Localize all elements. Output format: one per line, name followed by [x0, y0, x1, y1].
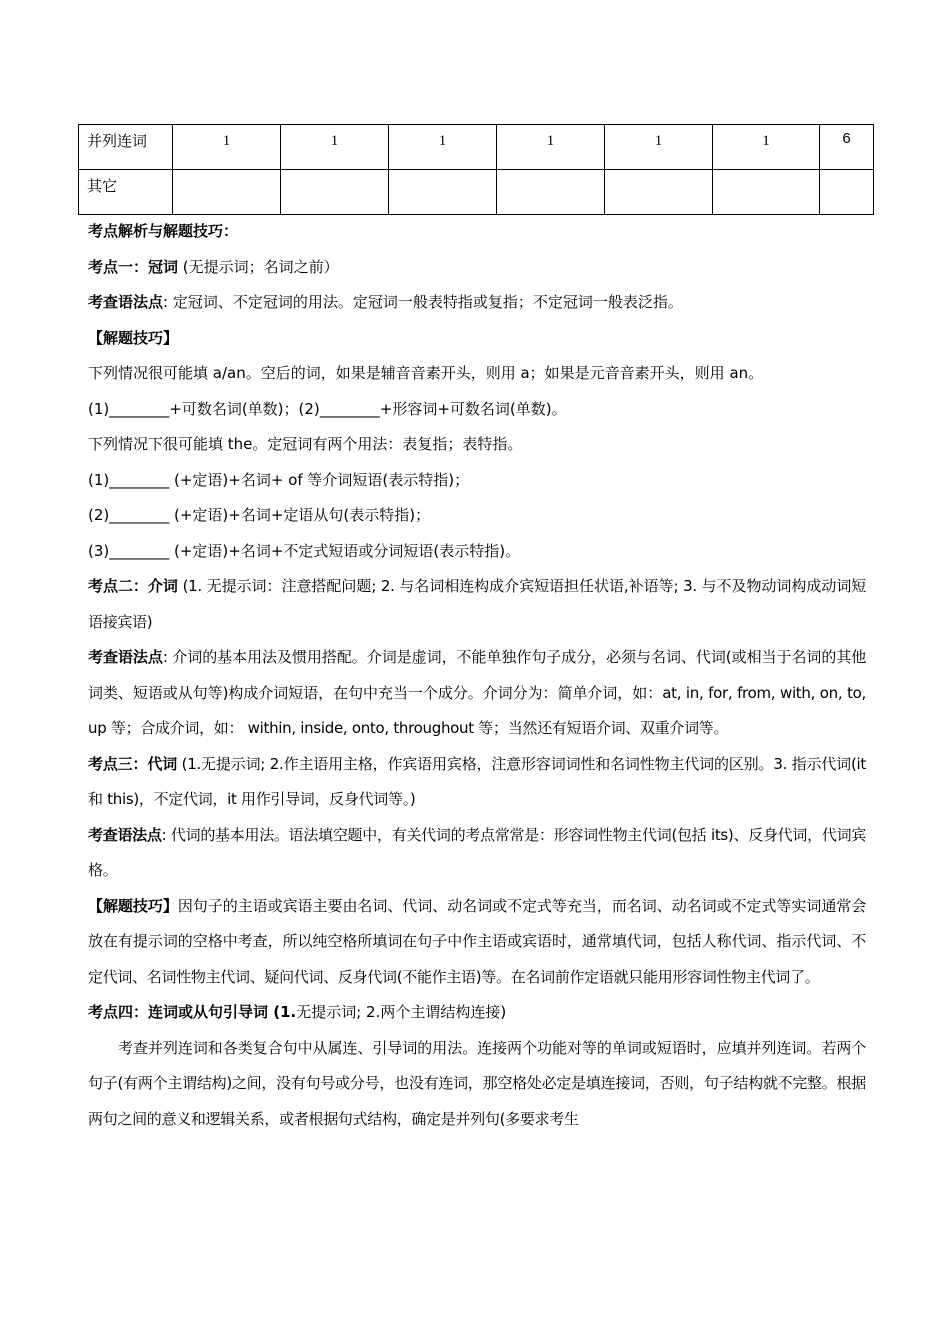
kp3-heading	[88, 747, 866, 818]
row-label: 其它	[79, 170, 173, 215]
total-cell: 6	[820, 125, 874, 170]
kp2-focus: 考查语法点: 介词的基本用法及惯用搭配。介词是虚词，不能单独作句子成分，必须与名词、代词(或相当于名词的其他词类、短语或从句等)构成介词短语，在句中充当一个成分。介词分为：简单介词，如：at, in, for, from, with, on, to, up 等；合成介词，如： within, inside, onto, throughout 等；当然还有短语介词、双重介词等。	[88, 648, 866, 737]
kp2-note: (1. 无提示词：注意搭配问题; 2. 与名词相连构成介宾短语担任状语,补语等; 3. 与不及物动词构成动词短语接宾语)	[88, 577, 866, 631]
table-cell: 1	[713, 125, 820, 170]
kp1-heading	[88, 250, 866, 286]
table-cell: 1	[173, 125, 281, 170]
table-row	[79, 125, 874, 170]
tips-3: 【解题技巧】因句子的主语或宾语主要由名词、代词、动名词或不定式等充当，而名词、动名词或不定式等实词通常会放在有提示词的空格中考查，所以纯空格所填词在句子中作主语或宾语时，通常填代词，包括人称代词、指示代词、不定代词、名词性物主代词、疑问代词、反身代词(不能作主语)等。在名词前作定语就只能用形容词性物主代词了。	[88, 896, 866, 986]
kp4-title: 考点四：连词或从句引导词	[88, 1003, 269, 1021]
tips-label-1: 【解题技巧】	[88, 328, 179, 347]
kp2-title: 考点二：介词	[88, 577, 178, 595]
table-cell	[713, 170, 820, 215]
kp1-note: (无提示词；名词之前）	[178, 257, 339, 276]
kp3-note: (1.无提示词; 2.作主语用主格，作宾语用宾格，注意形容词词性和名词性物主代词的区别。3. 指示代词(it 和 this)，不定代词，it 用作引导词，反身代词等。)	[88, 754, 866, 808]
table-cell: 1	[389, 125, 497, 170]
table-cell: 1	[497, 125, 605, 170]
kp4-note: 无提示词; 2.两个主谓结构连接)	[296, 1003, 507, 1021]
section-heading: 考点解析与解题技巧：	[88, 222, 239, 240]
kp4-body: 考查并列连词和各类复合句中从属连、引导词的用法。连接两个功能对等的单词或短语时，应填并列连词。若两个句子(有两个主谓结构)之间，没有句号或分号，也没有连词，那空格处必定是填连接词，否则，句子结构就不完整。根据两句之间的意义和逻辑关系，或者根据句式结构，确定是并列句(多要求考生	[88, 1038, 866, 1128]
tips-the-2: (2)________ (+定语)+名词+定语从句(表示特指)；	[88, 506, 431, 524]
table-cell: 1	[281, 125, 389, 170]
kp3-focus: 考查语法点: 代词的基本用法。语法填空题中，有关代词的考点常常是：形容词性物主代词(包括 its)、反身代词，代词宾格。	[88, 825, 866, 879]
tips-the-intro: 下列情况下很可能填 the。定冠词有两个用法：表复指；表特指。	[88, 435, 523, 453]
tips-a-rule: (1)________+可数名词(单数)；(2)________+形容词+可数名词(单数)。	[88, 399, 567, 418]
table-cell	[605, 170, 713, 215]
table-cell	[281, 170, 389, 215]
kp4-heading: 考点四：连词或从句引导词 (1.无提示词; 2.两个主谓结构连接)	[88, 1003, 507, 1021]
table-row	[79, 170, 874, 215]
kp1-focus: 考查语法点: 定冠词、不定冠词的用法。定冠词一般表特指或复指；不定冠词一般表泛指。	[88, 293, 683, 311]
row-label: 并列连词	[79, 125, 173, 170]
table-cell	[497, 170, 605, 215]
tips-a-intro: 下列情况很可能填 a/an。空后的词，如果是辅音音素开头，则用 a；如果是元音音素开头，则用 an。	[88, 364, 764, 382]
article-body	[88, 214, 866, 1137]
table-cell	[389, 170, 497, 215]
total-cell	[820, 170, 874, 215]
stats-table	[78, 124, 874, 215]
table-cell	[173, 170, 281, 215]
table-cell: 1	[605, 125, 713, 170]
kp3-title: 考点三：代词	[88, 754, 178, 773]
kp1-title: 考点一：冠词	[88, 257, 179, 276]
kp2-heading	[88, 569, 866, 640]
tips-the-1: (1)________ (+定语)+名词+ of 等介词短语(表示特指)；	[88, 470, 470, 489]
tips-the-3: (3)________ (+定语)+名词+不定式短语或分词短语(表示特指)。	[88, 541, 521, 560]
